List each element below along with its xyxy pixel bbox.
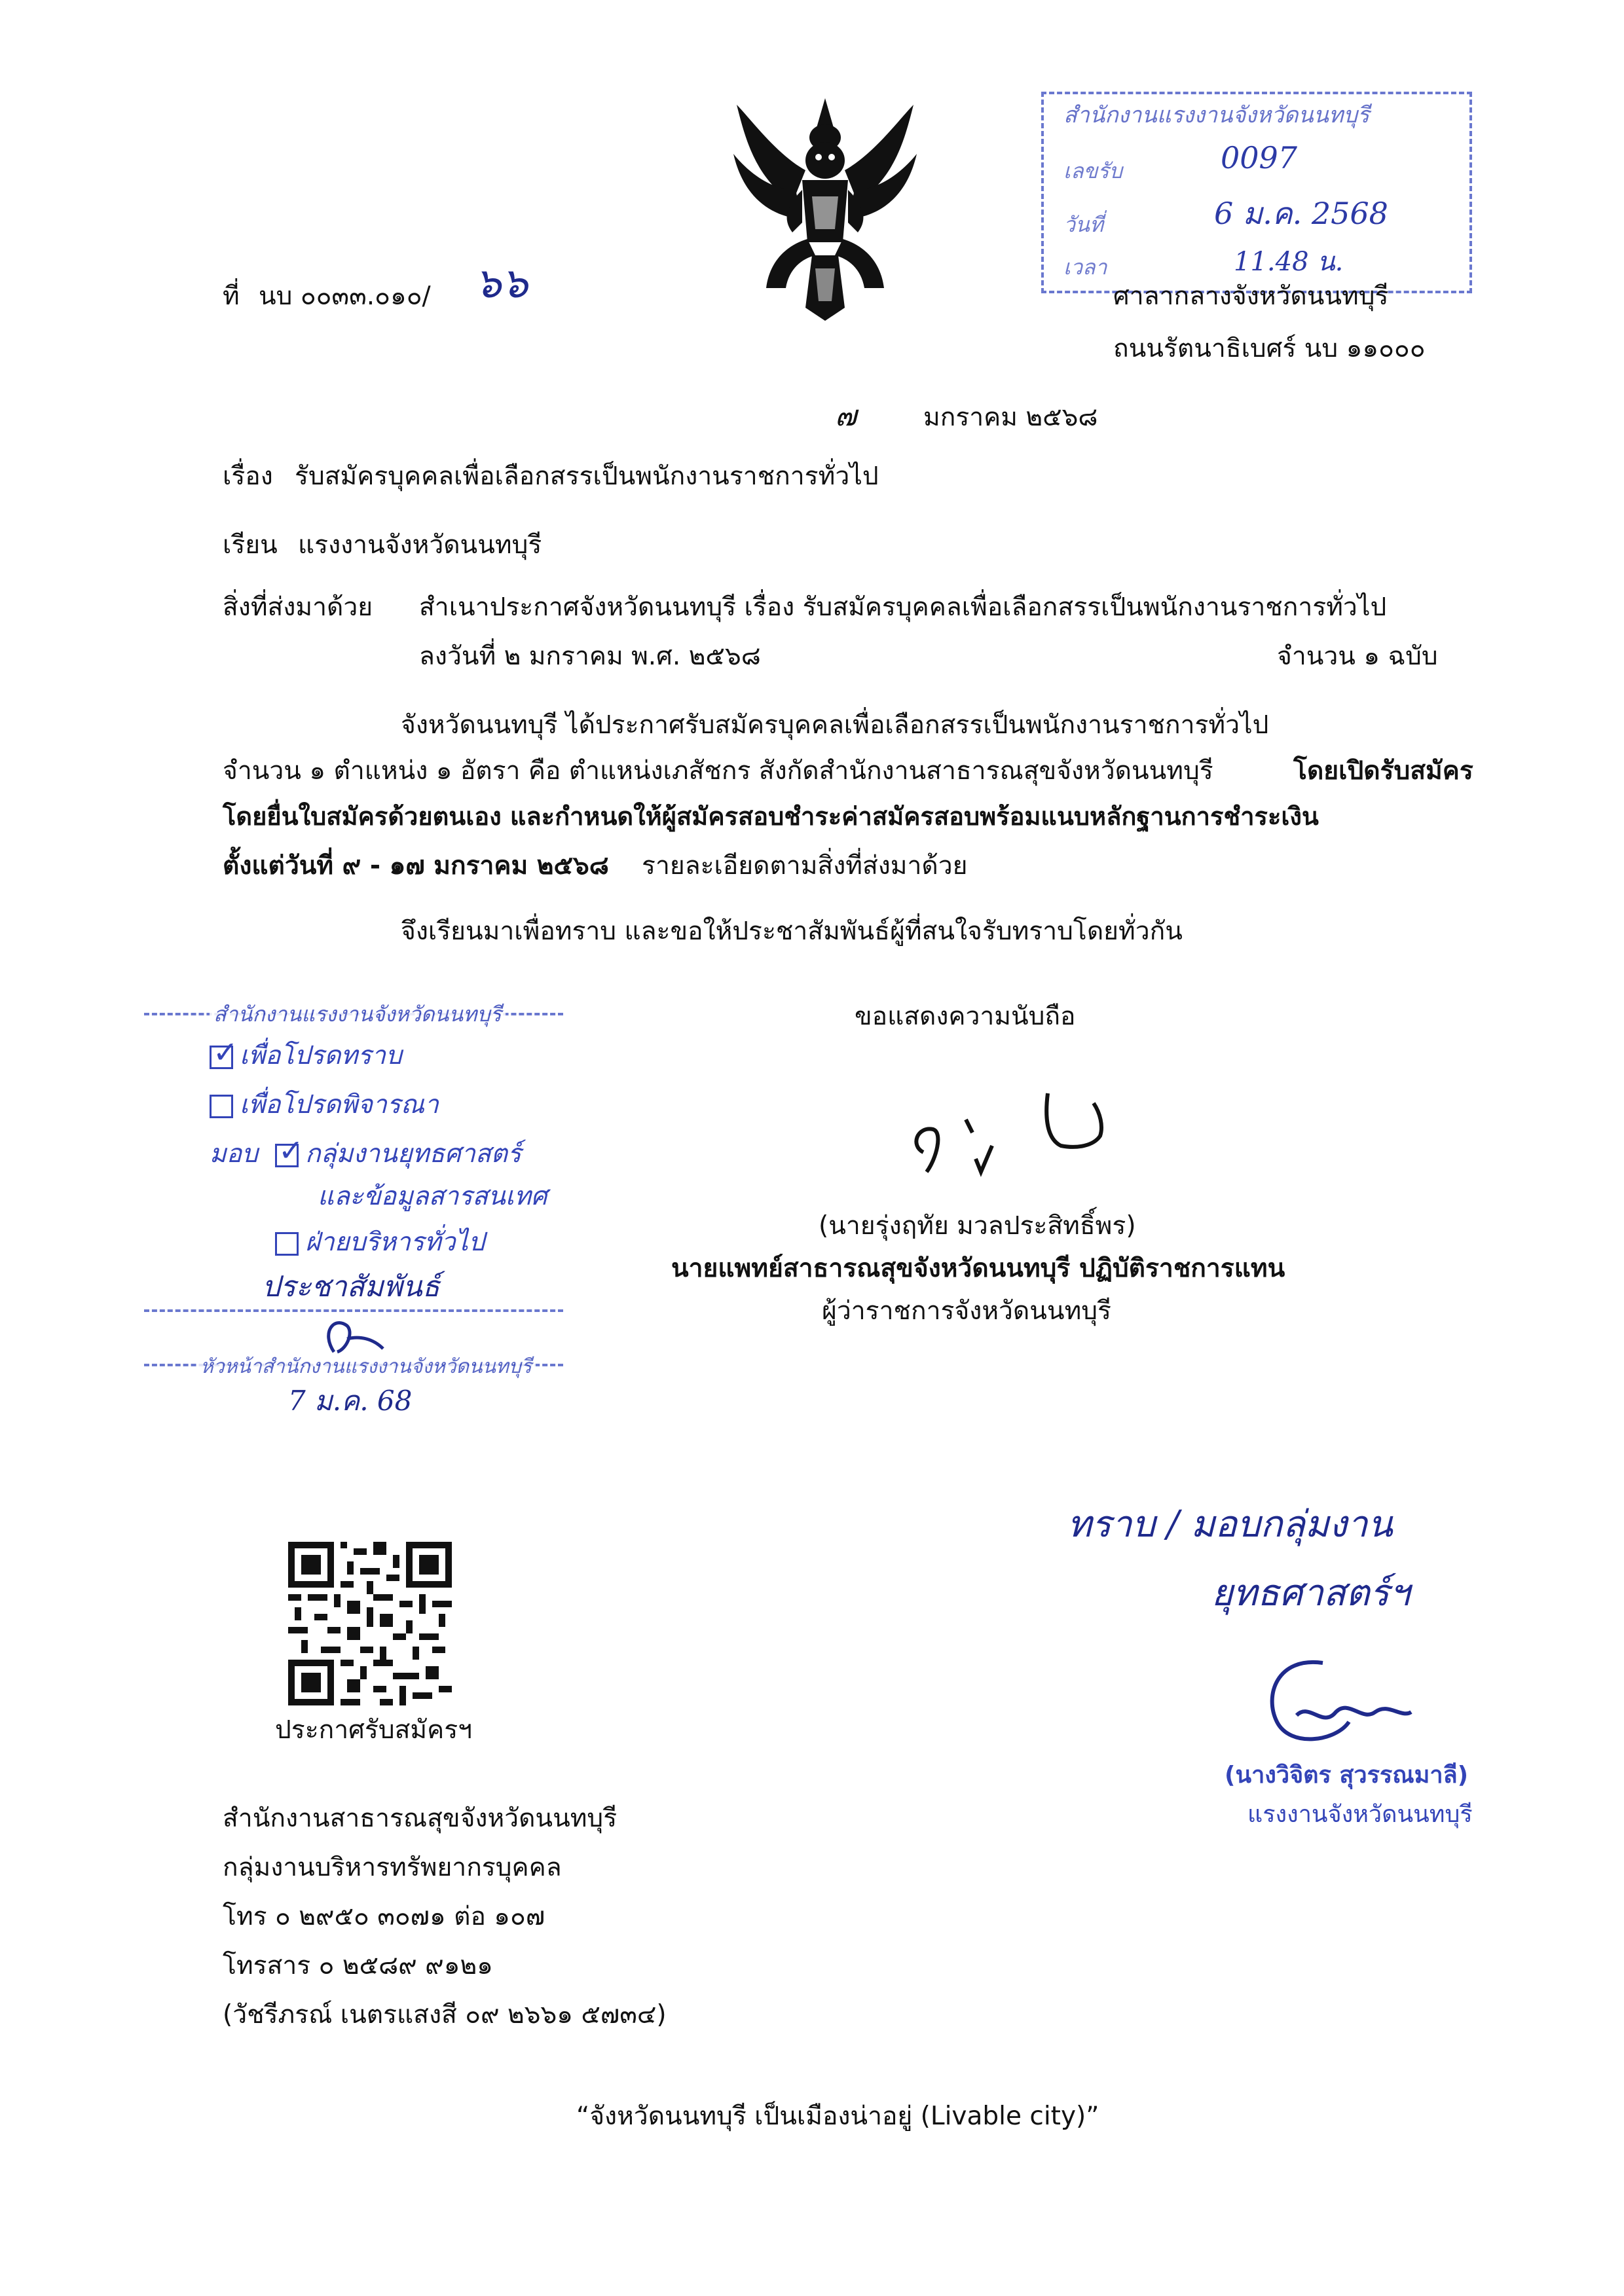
annotation-name: (นางวิจิตร สุวรรณมาลี) bbox=[1225, 1762, 1469, 1789]
enclosure-line1: สำเนาประกาศจังหวัดนนทบุรี เรื่อง รับสมัครบุคคลเพื่อเลือกสรรเป็นพนักงานราชการทั่วไป bbox=[419, 592, 1387, 622]
enclosure-label: สิ่งที่ส่งมาด้วย bbox=[223, 592, 373, 622]
body-line4-plain: รายละเอียดตามสิ่งที่ส่งมาด้วย bbox=[642, 851, 968, 881]
date-day-handwritten: ๗ bbox=[835, 399, 857, 433]
recipient-text: แรงงานจังหวัดนนทบุรี bbox=[298, 530, 542, 560]
routing-opt3b: และข้อมูลสารสนเทศ bbox=[318, 1182, 547, 1211]
routing-assign-label: มอบ bbox=[210, 1139, 258, 1169]
routing-opt2: เพื่อโปรดพิจารณา bbox=[210, 1090, 439, 1121]
receipt-stamp-date-label: วันที่ bbox=[1063, 212, 1103, 237]
annotation-line2: ยุทธศาสตร์ฯ bbox=[1211, 1572, 1410, 1614]
annotation-signature bbox=[1251, 1650, 1421, 1770]
office-name: ศาลากลางจังหวัดนนทบุรี bbox=[1113, 282, 1389, 311]
signer-position1: นายแพทย์สาธารณสุขจังหวัดนนทบุรี ปฏิบัติราชการแทน bbox=[671, 1254, 1285, 1283]
body-line2-bold: โดยเปิดรับสมัคร bbox=[1293, 756, 1473, 786]
routing-opt4: ฝ่ายบริหารทั่วไป bbox=[275, 1228, 485, 1258]
routing-footer: หัวหน้าสำนักงานแรงงานจังหวัดนนทบุรี bbox=[196, 1355, 536, 1379]
annotation-line1: ทราบ / มอบกลุ่มงาน bbox=[1067, 1503, 1393, 1546]
receipt-stamp-time-label: เวลา bbox=[1063, 255, 1107, 280]
office-address: ถนนรัตนาธิเบศร์ นบ ๑๑๐๐๐ bbox=[1113, 334, 1426, 363]
contact-line3: โทร ๐ ๒๙๕๐ ๓๐๗๑ ต่อ ๑๐๗ bbox=[223, 1902, 545, 1931]
receipt-stamp-number: 0097 bbox=[1221, 140, 1298, 175]
checkbox-checked-icon bbox=[210, 1046, 233, 1069]
garuda-emblem bbox=[730, 92, 920, 324]
contact-line2: กลุ่มงานบริหารทรัพยากรบุคคล bbox=[223, 1853, 562, 1882]
body-line3-bold: โดยยื่นใบสมัครด้วยตนเอง และกำหนดให้ผู้สมัครสอบชำระค่าสมัครสอบพร้อมแนบหลักฐานการชำระเงิน bbox=[223, 802, 1319, 831]
contact-line1: สำนักงานสาธารณสุขจังหวัดนนทบุรี bbox=[223, 1804, 618, 1833]
doc-number: นบ ๐๐๓๓.๐๑๐/ bbox=[259, 282, 431, 311]
footer-slogan: “จังหวัดนนทบุรี เป็นเมืองน่าอยู่ (Livable city)” bbox=[576, 2102, 1099, 2131]
contact-line5: (วัชรีภรณ์ เนตรแสงสี ๐๙ ๒๖๖๑ ๕๗๓๔) bbox=[223, 2000, 667, 2030]
receipt-stamp-number-label: เลขรับ bbox=[1063, 158, 1122, 183]
salutation: ขอแสดงความนับถือ bbox=[855, 1002, 1076, 1031]
date-text: มกราคม ๒๕๖๘ bbox=[923, 403, 1098, 432]
routing-opt3: ✓ กลุ่มงานยุทธศาสตร์ bbox=[275, 1139, 521, 1170]
subject-label: เรื่อง bbox=[223, 462, 273, 491]
enclosure-count: จำนวน ๑ ฉบับ bbox=[1277, 642, 1438, 671]
routing-mid-border bbox=[144, 1309, 563, 1312]
qr-caption: ประกาศรับสมัครฯ bbox=[275, 1715, 473, 1745]
receipt-stamp-time: 11.48 น. bbox=[1234, 247, 1344, 277]
routing-footer-date: 7 ม.ค. 68 bbox=[288, 1385, 413, 1417]
routing-signature bbox=[308, 1313, 386, 1361]
routing-stamp bbox=[144, 998, 570, 1417]
closing-text: จึงเรียนมาเพื่อทราบ และขอให้ประชาสัมพันธ์ผู้ที่สนใจรับทราบโดยทั่วกัน bbox=[401, 917, 1183, 946]
checkbox-icon bbox=[210, 1095, 233, 1118]
enclosure-line2: ลงวันที่ ๒ มกราคม พ.ศ. ๒๕๖๘ bbox=[419, 642, 761, 671]
receipt-stamp-org: สำนักงานแรงงานจังหวัดนนทบุรี bbox=[1063, 102, 1370, 128]
doc-number-handwritten: ๖๖ bbox=[475, 259, 528, 308]
doc-number-label: ที่ bbox=[223, 282, 240, 311]
checkbox-icon bbox=[275, 1232, 299, 1256]
receipt-stamp-date: 6 ม.ค. 2568 bbox=[1214, 196, 1388, 231]
receipt-stamp bbox=[1041, 92, 1472, 293]
annotation-position: แรงงานจังหวัดนนทบุรี bbox=[1247, 1801, 1473, 1828]
signature-image bbox=[904, 1074, 1120, 1201]
signer-name: (นายรุ่งฤทัย มวลประสิทธิ์พร) bbox=[819, 1211, 1136, 1241]
routing-opt1: ✓เพื่อโปรดทราบ bbox=[210, 1041, 402, 1072]
recipient-label: เรียน bbox=[223, 530, 278, 560]
contact-line4: โทรสาร ๐ ๒๕๘๙ ๙๑๒๑ bbox=[223, 1951, 493, 1980]
body-line1: จังหวัดนนทบุรี ได้ประกาศรับสมัครบุคคลเพื่อเลือกสรรเป็นพนักงานราชการทั่วไป bbox=[401, 710, 1269, 740]
body-line2-plain: จำนวน ๑ ตำแหน่ง ๑ อัตรา คือ ตำแหน่งเภสัชกร สังกัดสำนักงานสาธารณสุขจังหวัดนนทบุรี bbox=[223, 756, 1213, 786]
qr-code-icon bbox=[288, 1542, 452, 1705]
body-line4-bold: ตั้งแต่วันที่ ๙ - ๑๗ มกราคม ๒๕๖๘ bbox=[223, 851, 609, 881]
subject-text: รับสมัครบุคคลเพื่อเลือกสรรเป็นพนักงานราชการทั่วไป bbox=[295, 462, 879, 491]
checkbox-checked-icon bbox=[275, 1144, 299, 1167]
routing-handwritten-note: ประชาสัมพันธ์ bbox=[262, 1270, 440, 1303]
signer-position2: ผู้ว่าราชการจังหวัดนนทบุรี bbox=[822, 1296, 1111, 1326]
routing-stamp-header: สำนักงานแรงงานจังหวัดนนทบุรี bbox=[210, 1002, 506, 1027]
